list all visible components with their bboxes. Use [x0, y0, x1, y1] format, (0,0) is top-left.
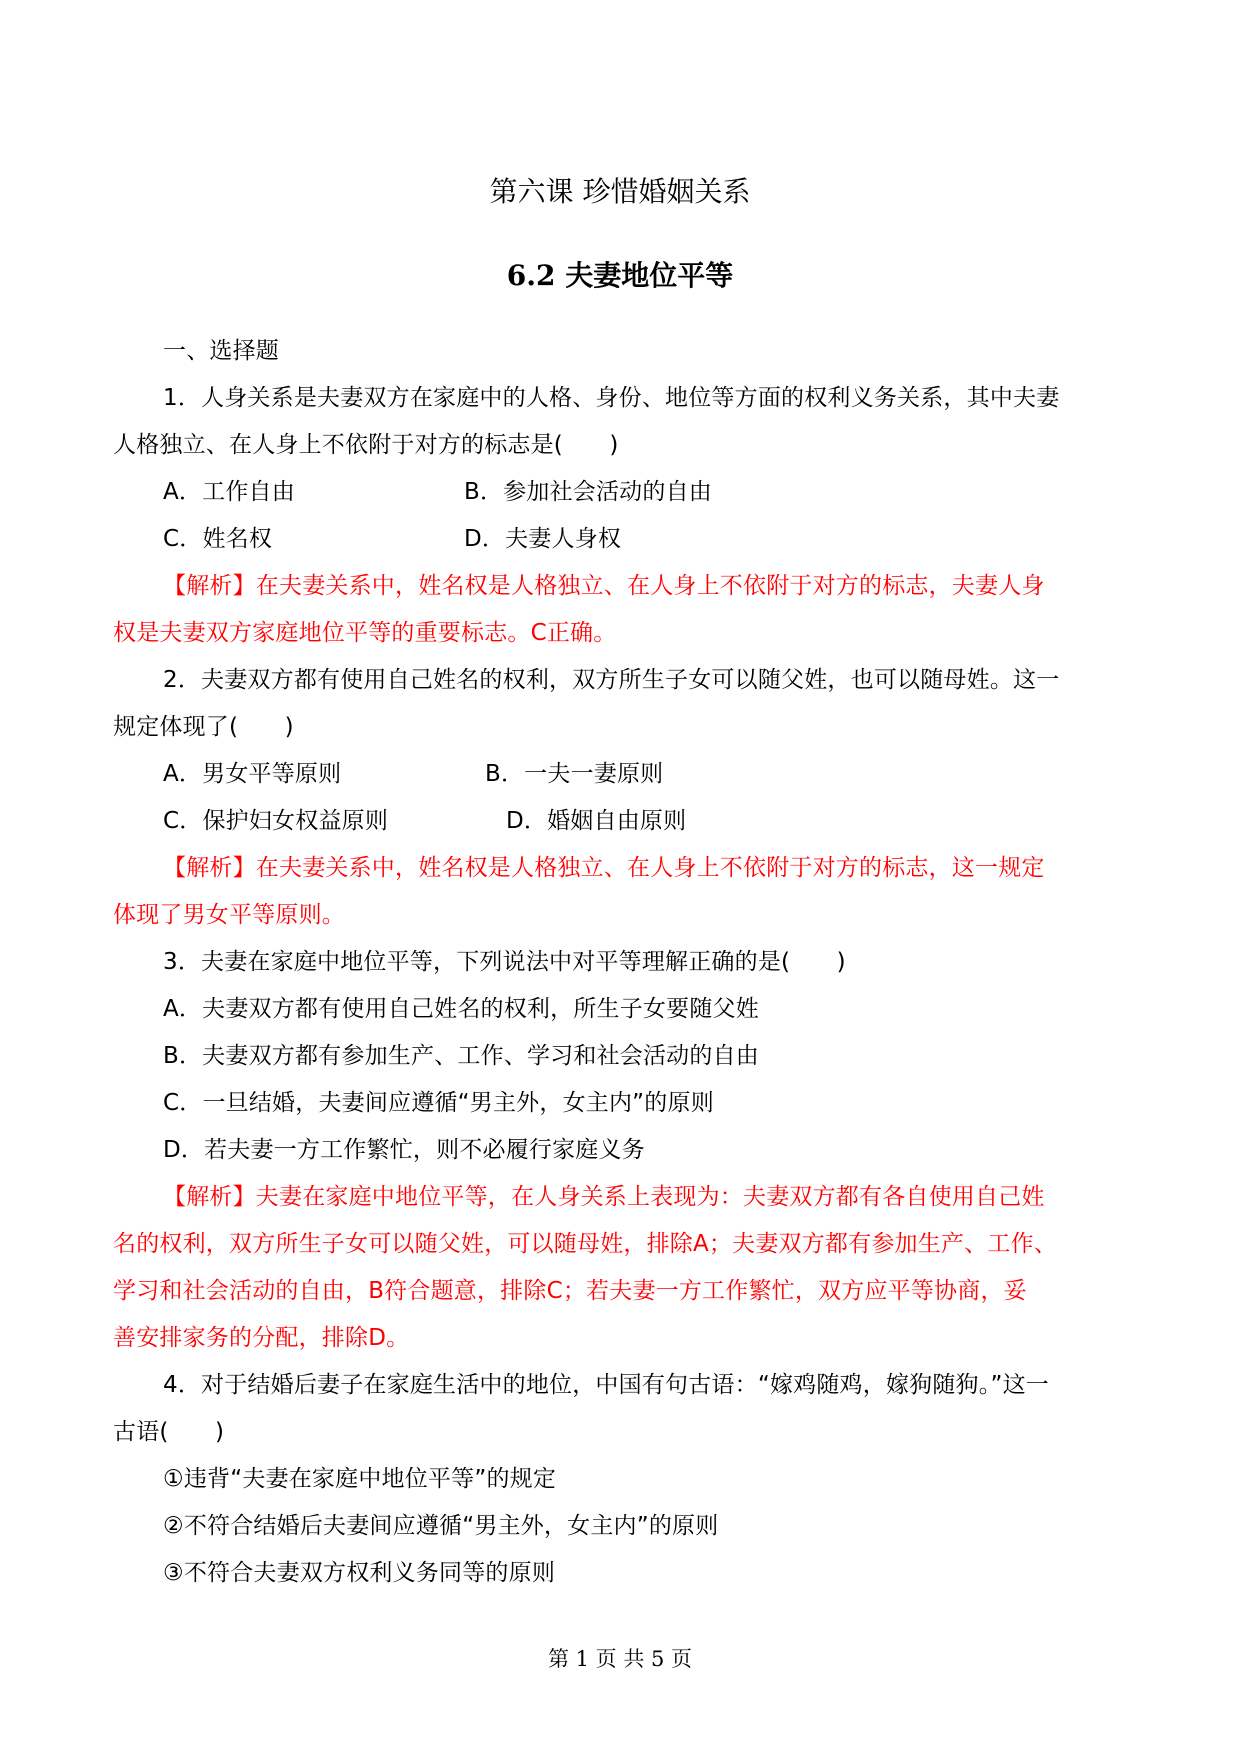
- analysis-line: 【解析】在夫妻关系中，姓名权是人格独立、在人身上不依附于对方的标志，这一规定: [163, 855, 1045, 881]
- analysis-line: 体现了男女平等原则。: [113, 902, 345, 928]
- page-indicator: 第 1 页 共 5 页: [547, 1647, 693, 1671]
- option-d: D．夫妻人身权: [464, 526, 622, 552]
- question-stem-line: 2．夫妻双方都有使用自己姓名的权利，双方所生子女可以随父姓，也可以随母姓。这一: [163, 667, 1060, 693]
- question-4: [113, 1362, 1135, 1597]
- options-row: [113, 798, 1135, 845]
- analysis-line: 学习和社会活动的自由，B符合题意，排除C；若夫妻一方工作繁忙，双方应平等协商，妥: [113, 1278, 1027, 1304]
- question-2: [113, 657, 1135, 939]
- section-heading: 一、选择题: [163, 338, 279, 364]
- section-subtitle: 6.2 夫妻地位平等: [506, 259, 734, 292]
- option-d: D．婚姻自由原则: [506, 808, 687, 834]
- statement-2: ②不符合结婚后夫妻间应遵循“男主外，女主内”的原则: [163, 1513, 719, 1539]
- question-stem-line: 1．人身关系是夫妻双方在家庭中的人格、身份、地位等方面的权利义务关系，其中夫妻: [163, 385, 1060, 411]
- options-row: [113, 516, 1135, 563]
- question-stem-line: 人格独立、在人身上不依附于对方的标志是( ): [113, 432, 619, 458]
- option-b: B．夫妻双方都有参加生产、工作、学习和社会活动的自由: [163, 1043, 759, 1069]
- options-row: [113, 751, 1135, 798]
- analysis-line: 【解析】夫妻在家庭中地位平等，在人身关系上表现为：夫妻双方都有各自使用自己姓: [163, 1184, 1045, 1210]
- document-body: [113, 328, 1135, 1597]
- option-a: A．男女平等原则: [163, 761, 342, 787]
- option-b: B．参加社会活动的自由: [464, 479, 712, 505]
- option-c: C．姓名权: [163, 526, 273, 552]
- analysis-line: 权是夫妻双方家庭地位平等的重要标志。C正确。: [113, 620, 617, 646]
- analysis-line: 【解析】在夫妻关系中，姓名权是人格独立、在人身上不依附于对方的标志，夫妻人身: [163, 573, 1045, 599]
- option-c: C．保护妇女权益原则: [163, 808, 389, 834]
- analysis-line: 名的权利，双方所生子女可以随父姓，可以随母姓，排除A；夫妻双方都有参加生产、工作、: [113, 1231, 1057, 1257]
- lesson-title: 第六课 珍惜婚姻关系: [489, 175, 751, 208]
- question-stem-line: 规定体现了( ): [113, 714, 294, 740]
- analysis-line: 善安排家务的分配，排除D。: [113, 1325, 410, 1351]
- option-a: A．夫妻双方都有使用自己姓名的权利，所生子女要随父姓: [163, 996, 759, 1022]
- options-row: [113, 469, 1135, 516]
- option-b: B．一夫一妻原则: [485, 761, 664, 787]
- option-d: D．若夫妻一方工作繁忙，则不必履行家庭义务: [163, 1137, 645, 1163]
- question-1: [113, 375, 1135, 657]
- question-3: [113, 939, 1135, 1362]
- question-stem-line: 古语( ): [113, 1419, 225, 1445]
- option-a: A．工作自由: [163, 479, 295, 505]
- statement-1: ①违背“夫妻在家庭中地位平等”的规定: [163, 1466, 557, 1492]
- option-c: C．一旦结婚，夫妻间应遵循“男主外，女主内”的原则: [163, 1090, 714, 1116]
- statement-3: ③不符合夫妻双方权利义务同等的原则: [163, 1560, 556, 1586]
- question-stem-line: 4．对于结婚后妻子在家庭生活中的地位，中国有句古语：“嫁鸡随鸡，嫁狗随狗。”这一: [163, 1372, 1049, 1398]
- question-stem-line: 3．夫妻在家庭中地位平等，下列说法中对平等理解正确的是( ): [163, 949, 846, 975]
